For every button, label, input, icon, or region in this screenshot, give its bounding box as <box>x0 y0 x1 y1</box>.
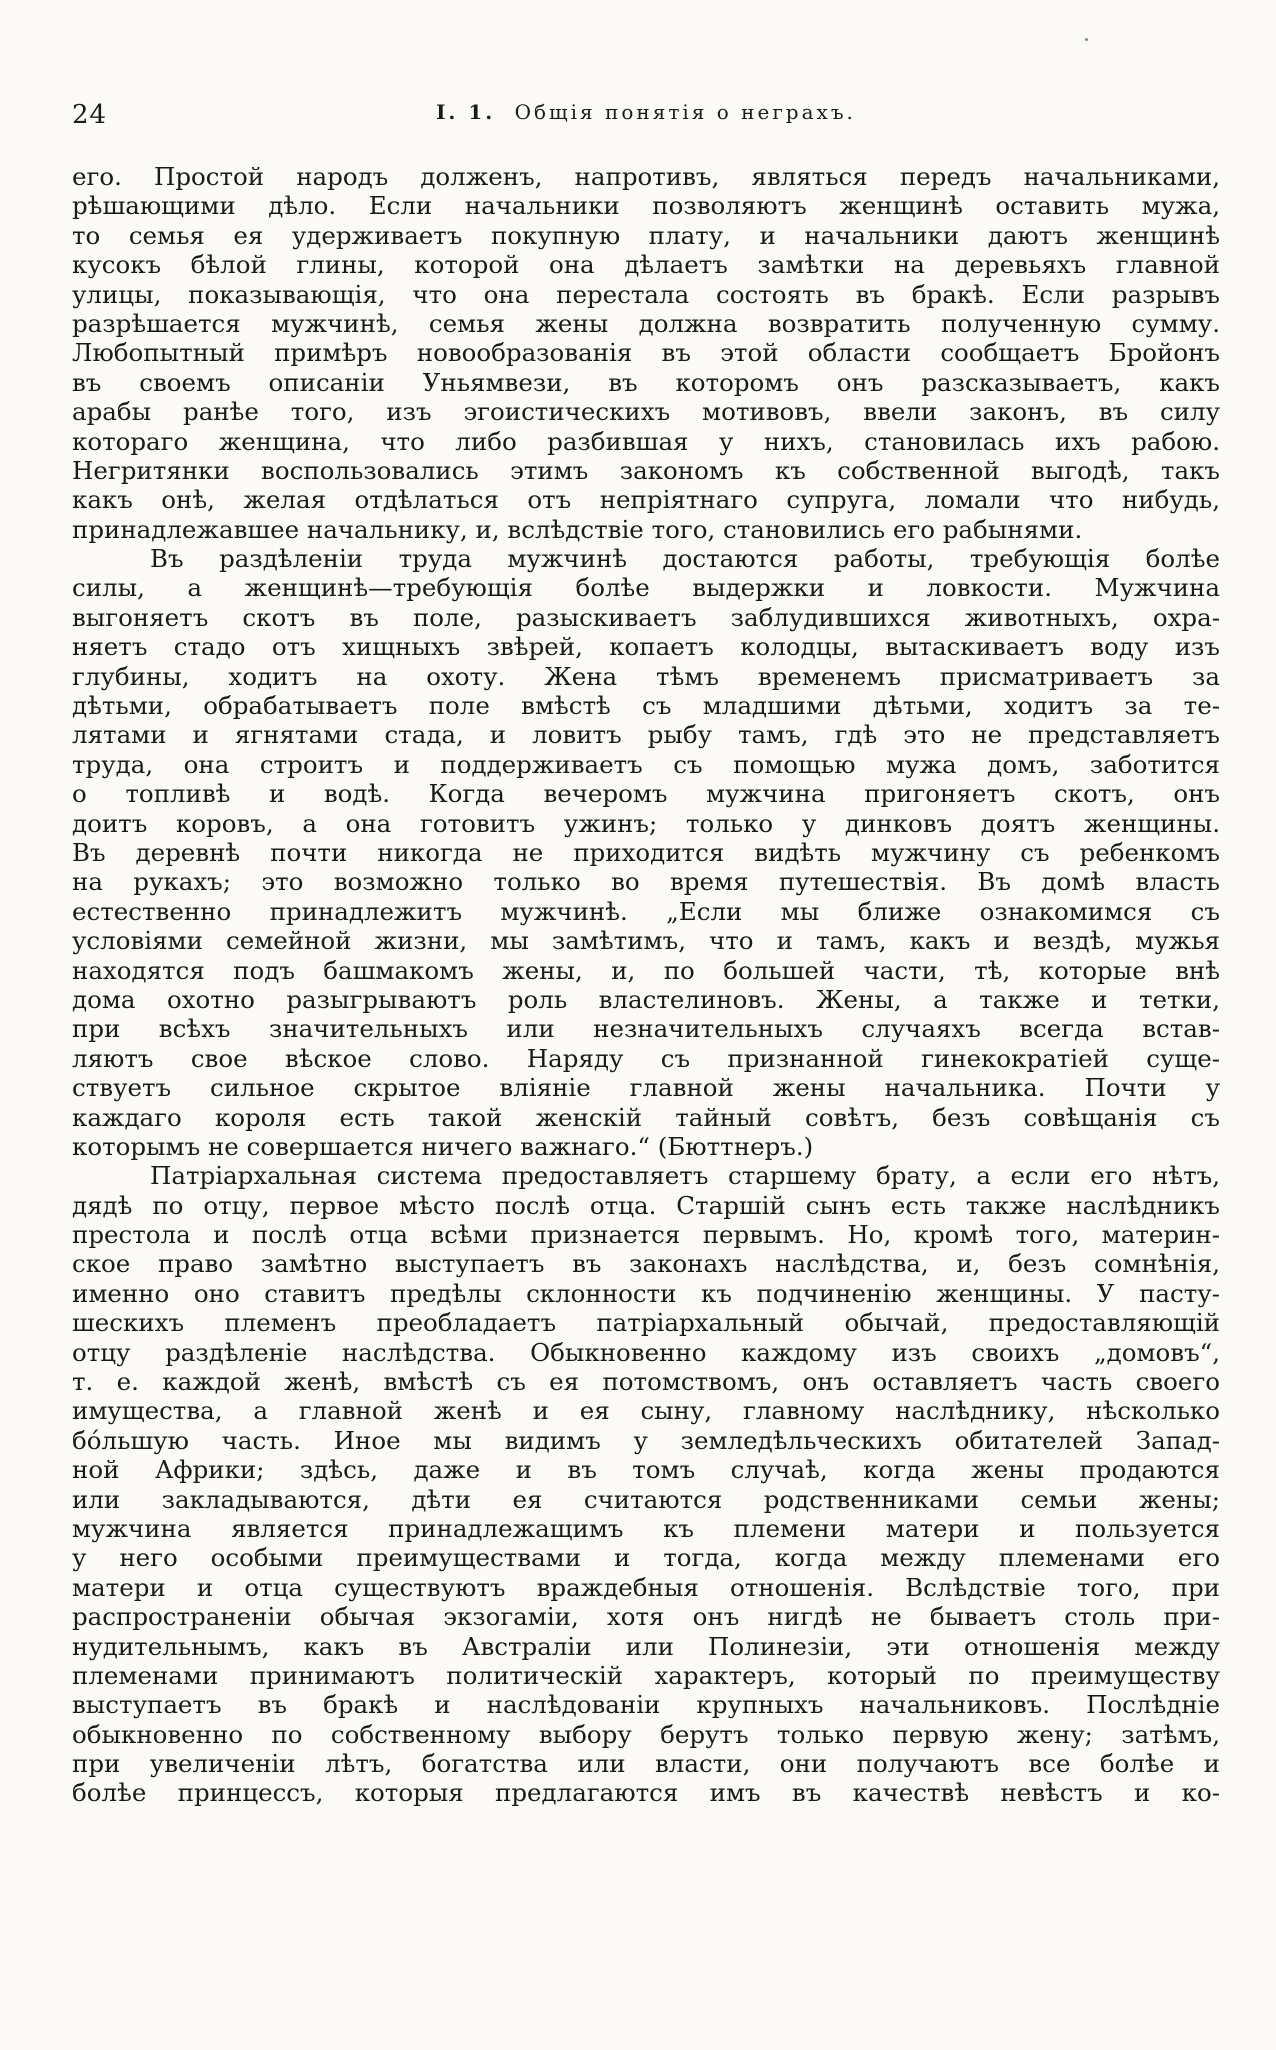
text-line: дядѣ по отцу, первое мѣсто послѣ отца. Старшій сынъ есть также наслѣдникъ <box>72 1190 1220 1220</box>
text-line: лятами и ягнятами стада, и ловитъ рыбу тамъ, гдѣ это не представляетъ <box>72 720 1220 750</box>
text-line: няетъ стадо отъ хищныхъ звѣрей, копаетъ колодцы, вытаскиваетъ воду изъ <box>72 632 1220 662</box>
text-line: кусокъ бѣлой глины, которой она дѣлаетъ замѣтки на деревьяхъ главной <box>72 250 1220 280</box>
text-line: выступаетъ въ бракѣ и наслѣдованіи крупныхъ начальниковъ. Послѣдніе <box>72 1690 1220 1720</box>
page-number: 24 <box>72 100 108 130</box>
page-header <box>72 96 1220 136</box>
text-line: ной Африки; здѣсь, даже и въ томъ случаѣ, когда жены продаются <box>72 1455 1220 1485</box>
text-line: имущества, а главной женѣ и ея сыну, главному наслѣднику, нѣсколько <box>72 1396 1220 1426</box>
text-line: Въ деревнѣ почти никогда не приходится видѣть мужчину съ ребенкомъ <box>72 837 1220 867</box>
text-line: труда, она строитъ и поддерживаетъ съ помощью мужа домъ, заботится <box>72 749 1220 779</box>
text-line: распространеніи обычая экзогаміи, хотя онъ нигдѣ не бываетъ столь при- <box>72 1602 1220 1632</box>
text-line: на рукахъ; это возможно только во время путешествія. Въ домѣ власть <box>72 867 1220 897</box>
text-line: дома охотно разыгрываютъ роль властелиновъ. Жены, а также и тетки, <box>72 984 1220 1014</box>
text-line: нудительнымъ, какъ въ Австраліи или Полинезіи, эти отношенія между <box>72 1631 1220 1661</box>
text-line: глубины, ходитъ на охоту. Жена тѣмъ временемъ присматриваетъ за <box>72 661 1220 691</box>
text-line: каждаго короля есть такой женскій тайный совѣтъ, безъ совѣщанія съ <box>72 1102 1220 1132</box>
text-line: ляютъ свое вѣское слово. Наряду съ признанной гинекократіей суще- <box>72 1043 1220 1073</box>
text-line: у него особыми преимуществами и тогда, когда между племенами его <box>72 1543 1220 1573</box>
body-text <box>72 162 1220 1808</box>
text-line: выгоняетъ скотъ въ поле, разыскиваетъ заблудившихся животныхъ, охра- <box>72 602 1220 632</box>
text-line: обыкновенно по собственному выбору берутъ только первую жену; затѣмъ, <box>72 1719 1220 1749</box>
text-line: которымъ не совершается ничего важнаго.“ (Бюттнеръ.) <box>72 1131 814 1161</box>
text-line: естественно принадлежитъ мужчинѣ. „Если мы ближе ознакомимся съ <box>72 896 1220 926</box>
text-line: Въ раздѣленіи труда мужчинѣ достаются работы, требующія болѣе <box>150 544 1220 574</box>
text-line: его. Простой народъ долженъ, напротивъ, являться передъ начальниками, <box>72 162 1220 191</box>
text-line: ствуетъ сильное скрытое вліяніе главной жены начальника. Почти у <box>72 1073 1220 1103</box>
text-line: какъ онѣ, желая отдѣлаться отъ непріятнаго супруга, ломали что нибудь, <box>72 485 1220 515</box>
running-head <box>72 100 1220 124</box>
text-line: шескихъ племенъ преобладаетъ патріархальный обычай, предоставляющій <box>72 1308 1220 1338</box>
text-line: или закладываются, дѣти ея считаются родственниками семьи жены; <box>72 1484 1220 1514</box>
text-line: рѣшающими дѣло. Если начальники позволяютъ женщинѣ оставить мужа, <box>72 191 1220 221</box>
text-line: при увеличеніи лѣтъ, богатства или власти, они получаютъ все болѣе и <box>72 1749 1220 1779</box>
text-line: разрѣшается мужчинѣ, семья жены должна возвратить полученную сумму. <box>72 308 1220 338</box>
text-line: принадлежавшее начальнику, и, вслѣдствіе того, становились его рабынями. <box>72 514 1083 544</box>
text-line: Негритянки воспользовались этимъ закономъ къ собственной выгодѣ, такъ <box>72 455 1220 485</box>
text-line: арабы ранѣе того, изъ эгоистическихъ мотивовъ, ввели законъ, въ силу <box>72 397 1220 427</box>
text-line: отцу раздѣленіе наслѣдства. Обыкновенно каждому изъ своихъ „домовъ“, <box>72 1337 1220 1367</box>
text-line: условіями семейной жизни, мы замѣтимъ, что и тамъ, какъ и вездѣ, мужья <box>72 926 1220 956</box>
text-line: находятся подъ башмакомъ жены, и, по большей части, тѣ, которые внѣ <box>72 955 1220 985</box>
text-line: дѣтьми, обрабатываетъ поле вмѣстѣ съ младшими дѣтьми, ходитъ за те- <box>72 691 1220 721</box>
text-line: матери и отца существуютъ враждебныя отношенія. Вслѣдствіе того, при <box>72 1572 1220 1602</box>
text-line: Патріархальная система предоставляетъ старшему брату, а если его нѣтъ, <box>150 1161 1220 1191</box>
text-line: болѣе принцессъ, которыя предлагаются имъ въ качествѣ невѣстъ и ко- <box>72 1778 1220 1808</box>
chapter-title: Общія понятія о неграхъ. <box>514 100 856 124</box>
section-number: I. 1. <box>436 100 496 124</box>
text-line: бо́льшую часть. Иное мы видимъ у земледѣльческихъ обитателей Запад- <box>72 1425 1220 1455</box>
text-line: въ своемъ описаніи Уньямвези, въ которомъ онъ разсказываетъ, какъ <box>72 367 1220 397</box>
text-line: племенами принимаютъ политическій характеръ, который по преимуществу <box>72 1660 1220 1690</box>
text-line: Любопытный примѣръ новообразованія въ этой области сообщаетъ Бройонъ <box>72 338 1220 368</box>
text-line: то семья ея удерживаетъ покупную плату, и начальники даютъ женщинѣ <box>72 220 1220 250</box>
print-speck <box>1085 38 1088 41</box>
text-line: котораго женщина, что либо разбившая у нихъ, становилась ихъ рабою. <box>72 426 1220 456</box>
text-line: доитъ коровъ, а она готовитъ ужинъ; только у динковъ доятъ женщины. <box>72 808 1220 838</box>
text-line: престола и послѣ отца всѣми признается первымъ. Но, кромѣ того, материн- <box>72 1220 1220 1250</box>
text-line: именно оно ставитъ предѣлы склонности къ подчиненію женщины. У пасту- <box>72 1278 1220 1308</box>
text-line: силы, а женщинѣ—требующія болѣе выдержки и ловкости. Мужчина <box>72 573 1220 603</box>
text-line: ское право замѣтно выступаетъ въ законахъ наслѣдства, и, безъ сомнѣнія, <box>72 1249 1220 1279</box>
text-line: мужчина является принадлежащимъ къ племени матери и пользуется <box>72 1513 1220 1543</box>
text-line: о топливѣ и водѣ. Когда вечеромъ мужчина пригоняетъ скотъ, онъ <box>72 779 1220 809</box>
text-line: при всѣхъ значительныхъ или незначительныхъ случаяхъ всегда встав- <box>72 1014 1220 1044</box>
text-line: улицы, показывающія, что она перестала состоять въ бракѣ. Если разрывъ <box>72 279 1220 309</box>
text-line: т. е. каждой женѣ, вмѣстѣ съ ея потомствомъ, онъ оставляетъ часть своего <box>72 1367 1220 1397</box>
